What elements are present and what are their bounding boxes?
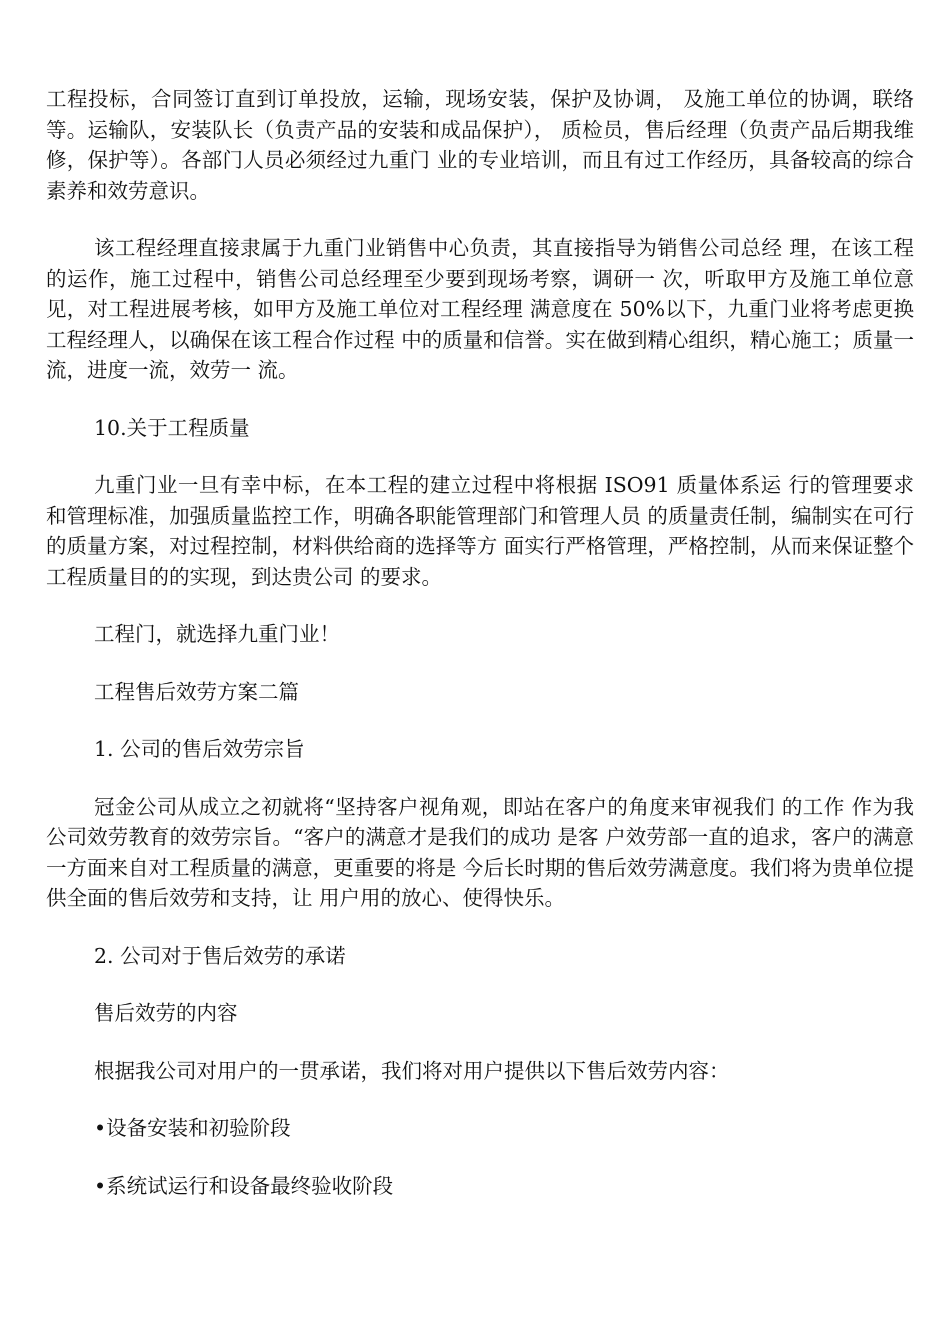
heading-service-purpose: 1. 公司的售后效劳宗旨 <box>94 737 305 761</box>
paragraph-project-manager: 该工程经理直接隶属于九重门业销售中心负责，其直接指导为销售公司总经 理，在该工程的运作，施工过程中，销售公司总经理至少要到现场考察，调研一 次，听取甲方及施工单位意见，对工程进展考核，如甲方及施工单位对工程经理 满意度在 50%以下，九重门业将考虑更换工程经理人，以确保在该工程合作过程 中的质量和信誉。实在做到精心组织，精心施工；质量一流，进度一流，效劳一 流。 <box>46 236 914 382</box>
paragraph-service-intro: 根据我公司对用户的一贯承诺，我们将对用户提供以下售后效劳内容： <box>94 1058 730 1083</box>
list-item-trial-run: •系统试运行和设备最终验收阶段 <box>94 1173 394 1198</box>
section-title-after-sales: 工程售后效劳方案二篇 <box>94 679 299 704</box>
slogan-line: 工程门，就选择九重门业！ <box>94 622 340 646</box>
heading-service-commitment: 2. 公司对于售后效劳的承诺 <box>94 943 346 968</box>
heading-project-quality: 10.关于工程质量 <box>94 415 250 440</box>
document-page <box>46 84 914 1228</box>
heading-service-content: 售后效劳的内容 <box>94 1001 238 1025</box>
list-item-installation: •设备安装和初验阶段 <box>94 1116 291 1140</box>
paragraph-project-team: 工程投标，合同签订直到订单投放，运输，现场安装，保护及协调， 及施工单位的协调，联络等。运输队，安装队长（负责产品的安装和成品保护）， 质检员，售后经理（负责产品后期我维修，保护等）。各部门人员必须经过九重门 业的专业培训，而且有过工作经历，具备较高的综合素养和效劳意识。 <box>46 87 914 203</box>
paragraph-quality-system: 九重门业一旦有幸中标，在本工程的建立过程中将根据 ISO91 质量体系运 行的管理要求和管理标准，加强质量监控工作，明确各职能管理部门和管理人员 的质量责任制，编制实在可行的质量方案，对过程控制，材料供给商的选择等方 面实行严格管理，严格控制，从而来保证整个工程质量目的的实现，到达贵公司 的要求。 <box>46 473 914 589</box>
paragraph-service-purpose: 冠金公司从成立之初就将“坚持客户视角观，即站在客户的角度来审视我们 的工作 作为我公司效劳教育的效劳宗旨。“客户的满意才是我们的成功 是客 户效劳部一直的追求，客户的满意一方面来自对工程质量的满意，更重要的将是 今后长时期的售后效劳满意度。我们将为贵单位提供全面的售后效劳和支持，让 用户用的放心、使得快乐。 <box>46 794 914 910</box>
